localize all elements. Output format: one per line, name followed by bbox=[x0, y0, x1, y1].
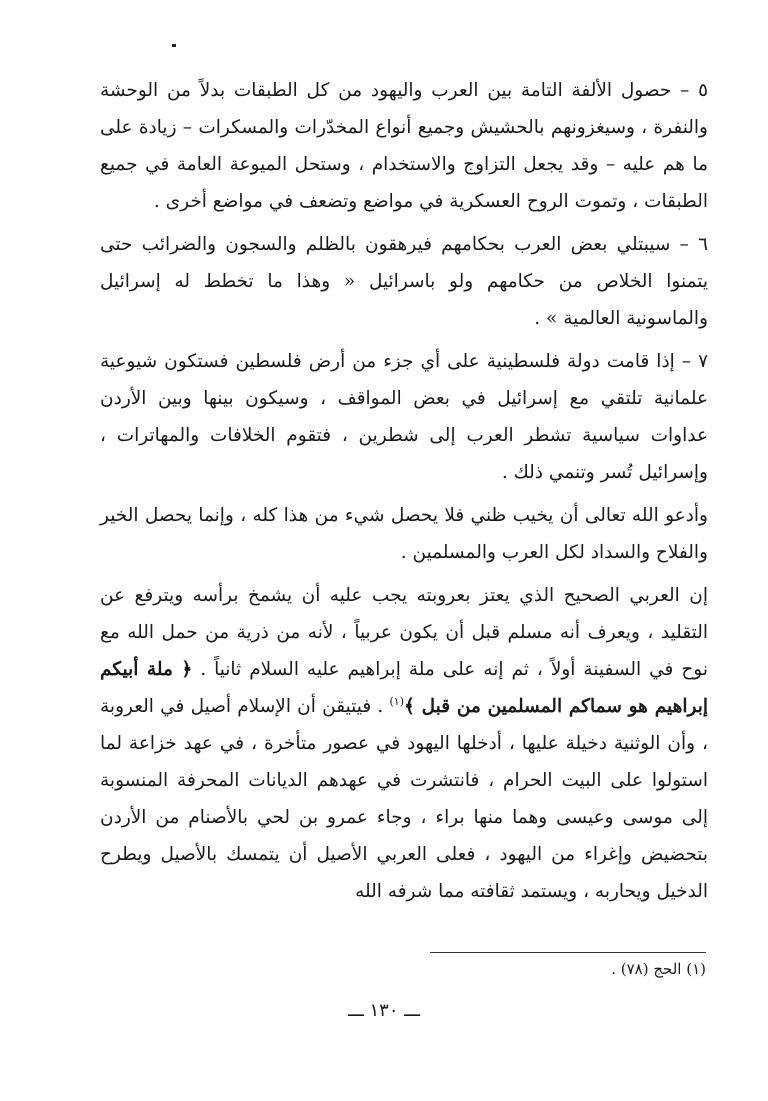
stray-mark bbox=[172, 44, 176, 47]
paragraph-text-before: إن العربي الصحيح الذي يعتز بعروبته يجب عليه أن يشمخ برأسه ويترفع عن التقليد ، ويعرف أنه مسلم قبل أن يكون عربياً ، لأنه من ذرية من حمل الله مع نوح في السفينة أولاً ، ثم إنه على ملة إبراهيم عليه السلام ثانياً . bbox=[100, 585, 708, 680]
paragraph-point-5: ٥ – حصول الألفة التامة بين العرب واليهود من كل الطبقات بدلاً من الوحشة والنفرة ، وسيغزونهم بالحشيش وجميع أنواع المخدّرات والمسكرات – زيادة على ما هم عليه – وقد يجعل التزاوج والاستخدام ، وستحل الميوعة العامة في جميع الطبقات ، وتموت الروح العسكرية في مواضع وتضعف في مواضع أخرى . bbox=[100, 80, 708, 212]
paragraph-prayer: وأدعو الله تعالى أن يخيب ظني فلا يحصل شيء من هذا كله ، وإنما يحصل الخير والفلاح والسداد لكل العرب والمسلمين . bbox=[100, 505, 708, 563]
footnote: (١) الحج (٧٨) . bbox=[611, 960, 706, 978]
paragraph-point-7: ٧ – إذا قامت دولة فلسطينية على أي جزء من أرض فلسطين فستكون شيوعية علمانية تلتقي مع إسرائيل في بعض المواقف ، وسيكون بينها وبين الأردن عداوات سياسية تشطر العرب إلى شطرين ، فتقوم الخلافات والمهاترات ، وإسرائيل تُسر وتنمي ذلك . bbox=[100, 351, 708, 483]
footnote-divider bbox=[430, 952, 706, 953]
page-number: ـــ ١٣٠ ـــ bbox=[347, 1000, 421, 1021]
page-body bbox=[100, 72, 708, 910]
quran-verse: ﴿ ملة أبيكم إبراهيم هو سماكم المسلمين من قبل ﴾ bbox=[100, 659, 708, 717]
paragraph-arab-identity bbox=[100, 577, 708, 910]
paragraph-point-6: ٦ – سيبتلي بعض العرب بحكامهم فيرهقون بالظلم والسجون والضرائب حتى يتمنوا الخلاص من حكامهم ولو باسرائيل « وهذا ما تخطط له إسرائيل والماسونية العالمية » . bbox=[100, 234, 708, 329]
paragraph-text-after: . فيتيقن أن الإسلام أصيل في العروبة ، وأن الوثنية دخيلة عليها ، أدخلها اليهود في عصور متأخرة ، في عهد خزاعة لما استولوا على البيت الحرام ، فانتشرت في عهدهم الديانات المحرفة المنسوبة إلى موسى وعيسى وهما منها براء ، وجاء عمرو بن لحي بالأصنام من الأردن بتحضيض وإغراء من اليهود ، فعلى العربي الأصيل أن يتمسك بالأصيل ويطرح الدخيل ويحاربه ، ويستمد ثقافته مما شرفه الله bbox=[100, 696, 708, 902]
footnote-reference: (١) bbox=[389, 694, 405, 708]
